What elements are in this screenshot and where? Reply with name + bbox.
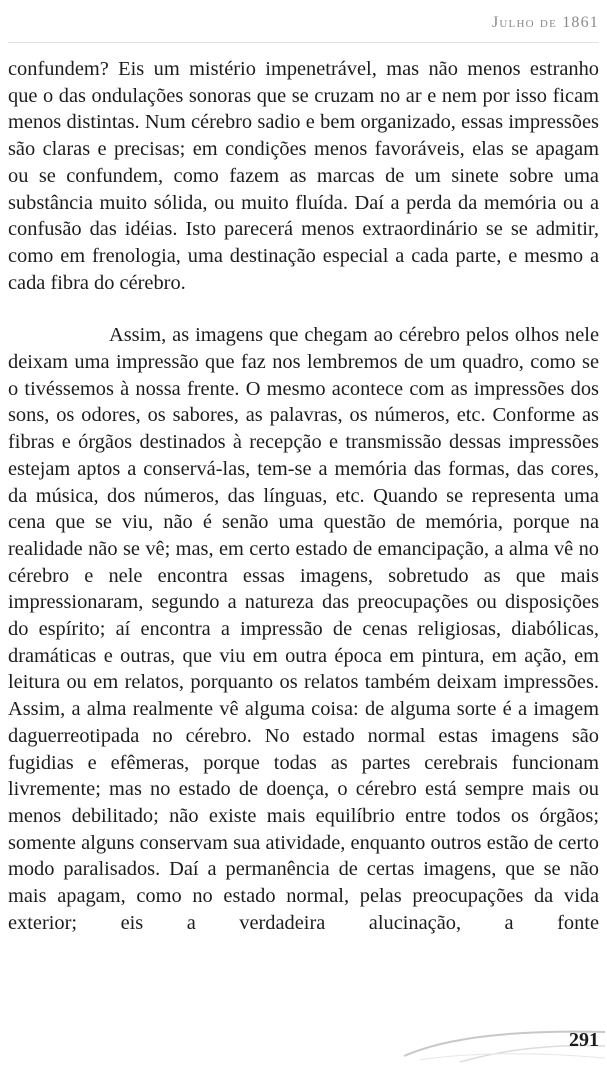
header-divider: [8, 42, 599, 43]
paragraph-2: Assim, as imagens que chegam ao cérebro pelos olhos nele deixam uma impressão que faz nos lembremos de um quadro, como se o tivéssemos à nossa frente. O mesmo acontece com as impressões dos sons, os odores, os sabores, as palavras, os números, etc. Conforme as fibras e órgãos destinados à recepção e transmissão dessas impressões estejam aptos a conservá-las, tem-se a memória das formas, das cores, da música, dos números, das línguas, etc. Quando se representa uma cena que se viu, não é senão uma questão de memória, porque na realidade não se vê; mas, em certo estado de emancipação, a alma vê no cérebro e nele encontra essas imagens, sobretudo as que mais impressionaram, segundo a natureza das preocupações ou disposições do espírito; aí encontra a impressão de cenas religiosas, diabólicas, dramáticas e outras, que viu em outra época em pintura, em ação, em leitura ou em relatos, porquanto os relatos também deixam impressões. Assim, a alma realmente vê alguma coisa: de alguma sorte é a imagem daguerreotipada no cérebro. No estado normal estas imagens são fugidias e efêmeras, porque todas as partes cerebrais funcionam livremente; mas no estado de doença, o cérebro está sempre mais ou menos debilitado; não existe mais equilíbrio entre todos os órgãos; somente alguns conservam sua atividade, enquanto outros estão de certo modo paralisados. Daí a permanência de certas imagens, que se não mais apagam, como no estado normal, pelas preocupações da vida exterior; eis a verdadeira alucinação, a fonte: [8, 324, 599, 934]
paragraph-1: confundem? Eis um mistério impenetrável, mas não menos estranho que o das ondulações sonoras que se cruzam no ar e nem por isso ficam menos distintas. Num cérebro sadio e bem organizado, essas impressões são claras e precisas; em condições menos favoráveis, elas se apagam ou se confundem, como fazem as marcas de um sinete sobre uma substância muito sólida, ou muito fluída. Daí a perda da memória ou a confusão das idéias. Isto parecerá menos extraordinário se se admitir, como em frenologia, uma destinação especial a cada parte, e mesmo a cada fibra do cérebro.: [8, 58, 599, 294]
running-head: Julho de 1861: [491, 14, 599, 31]
page-number: 291: [569, 1029, 599, 1051]
page-body: [8, 56, 599, 937]
